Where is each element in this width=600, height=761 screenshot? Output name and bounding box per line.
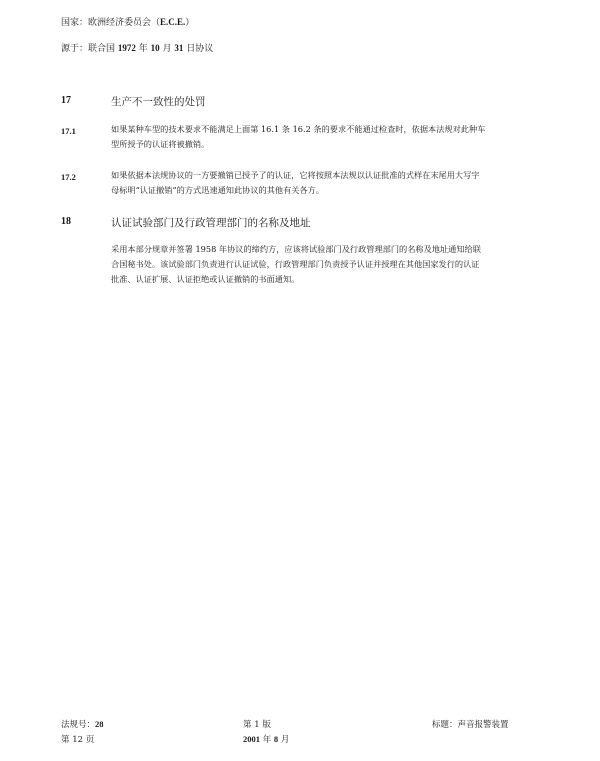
section-18-number: 18 xyxy=(61,216,71,227)
footer-page xyxy=(61,733,94,745)
footer-date-year-unit: 年 xyxy=(260,735,274,745)
header-source-year-unit: 年 xyxy=(135,44,151,54)
footer-reg-label: 法规号： xyxy=(61,720,96,730)
item-17-2-text xyxy=(111,168,549,198)
footer-regulation xyxy=(61,718,104,730)
section-18-line-3: 批准、认证扩展、认证拒绝或认证撤销的书面通知。 xyxy=(111,274,300,284)
header-source-day: 31 xyxy=(174,43,184,53)
footer-subject: 标题：声音报警装置 xyxy=(432,720,509,730)
item-17-1-number: 17.1 xyxy=(61,126,76,136)
footer-date-month: 8 xyxy=(273,734,279,744)
section-18-line-2: 合国秘书处。该试验部门负责进行认证试验，行政管理部门负责授予认证并授理在其他国家发行的认证 xyxy=(111,259,480,269)
header-country-label: 国家：欧洲经济委员会（ xyxy=(61,18,161,28)
section-17-title: 生产不一致性的处罚 xyxy=(111,96,206,108)
footer-date-year: 2001 xyxy=(243,734,260,744)
section-18-text xyxy=(111,242,549,287)
section-17-number: 17 xyxy=(61,95,71,106)
item-17-2-line-1: 如果依据本法规协议的一方要撤销已授予了的认证，它将按照本法规以认证批准的式样在末尾用大写字 xyxy=(111,170,480,180)
header-source-day-unit: 日协议 xyxy=(183,44,214,54)
footer-date-month-unit: 月 xyxy=(278,735,290,745)
item-17-2-number: 17.2 xyxy=(61,172,76,182)
section-18-line-1: 采用本部分规章并签署 1958 年协议的缔约方，应该将试验部门及行政管理部门的名称及地址通知给联 xyxy=(111,244,481,254)
item-17-2-line-2: 母标明“认证撤销”的方式迅速通知此协议的其他有关各方。 xyxy=(111,185,325,195)
header-country-org: E.C.E. xyxy=(160,17,186,27)
header-source-label: 源于：联合国 xyxy=(61,44,118,54)
footer-version-number: 1 xyxy=(254,720,260,730)
header-country xyxy=(61,16,194,29)
footer-page-number: 12 xyxy=(72,735,84,745)
section-18-title: 认证试验部门及行政管理部门的名称及地址 xyxy=(111,217,311,229)
header-source xyxy=(61,42,213,55)
item-17-1-text xyxy=(111,122,549,152)
footer-reg-number: 28 xyxy=(95,719,104,729)
footer-date xyxy=(243,733,289,745)
item-17-1-line-1: 如果某种车型的技术要求不能满足上面第 16.1 条 16.2 条的要求不能通过检查时，依据本法规对此种车 xyxy=(111,124,486,134)
header-source-month-unit: 月 xyxy=(159,44,175,54)
footer-version-suffix: 版 xyxy=(259,720,271,730)
header-source-month: 10 xyxy=(150,43,160,53)
footer-page-suffix: 页 xyxy=(83,735,95,745)
item-17-1-line-2: 型所授予的认证将被撤销。 xyxy=(111,139,210,149)
header-country-end: ） xyxy=(185,18,195,28)
footer-page-prefix: 第 xyxy=(61,735,73,745)
footer-version-prefix: 第 xyxy=(243,720,255,730)
footer-version xyxy=(243,718,271,730)
header-source-year: 1972 xyxy=(117,43,136,53)
